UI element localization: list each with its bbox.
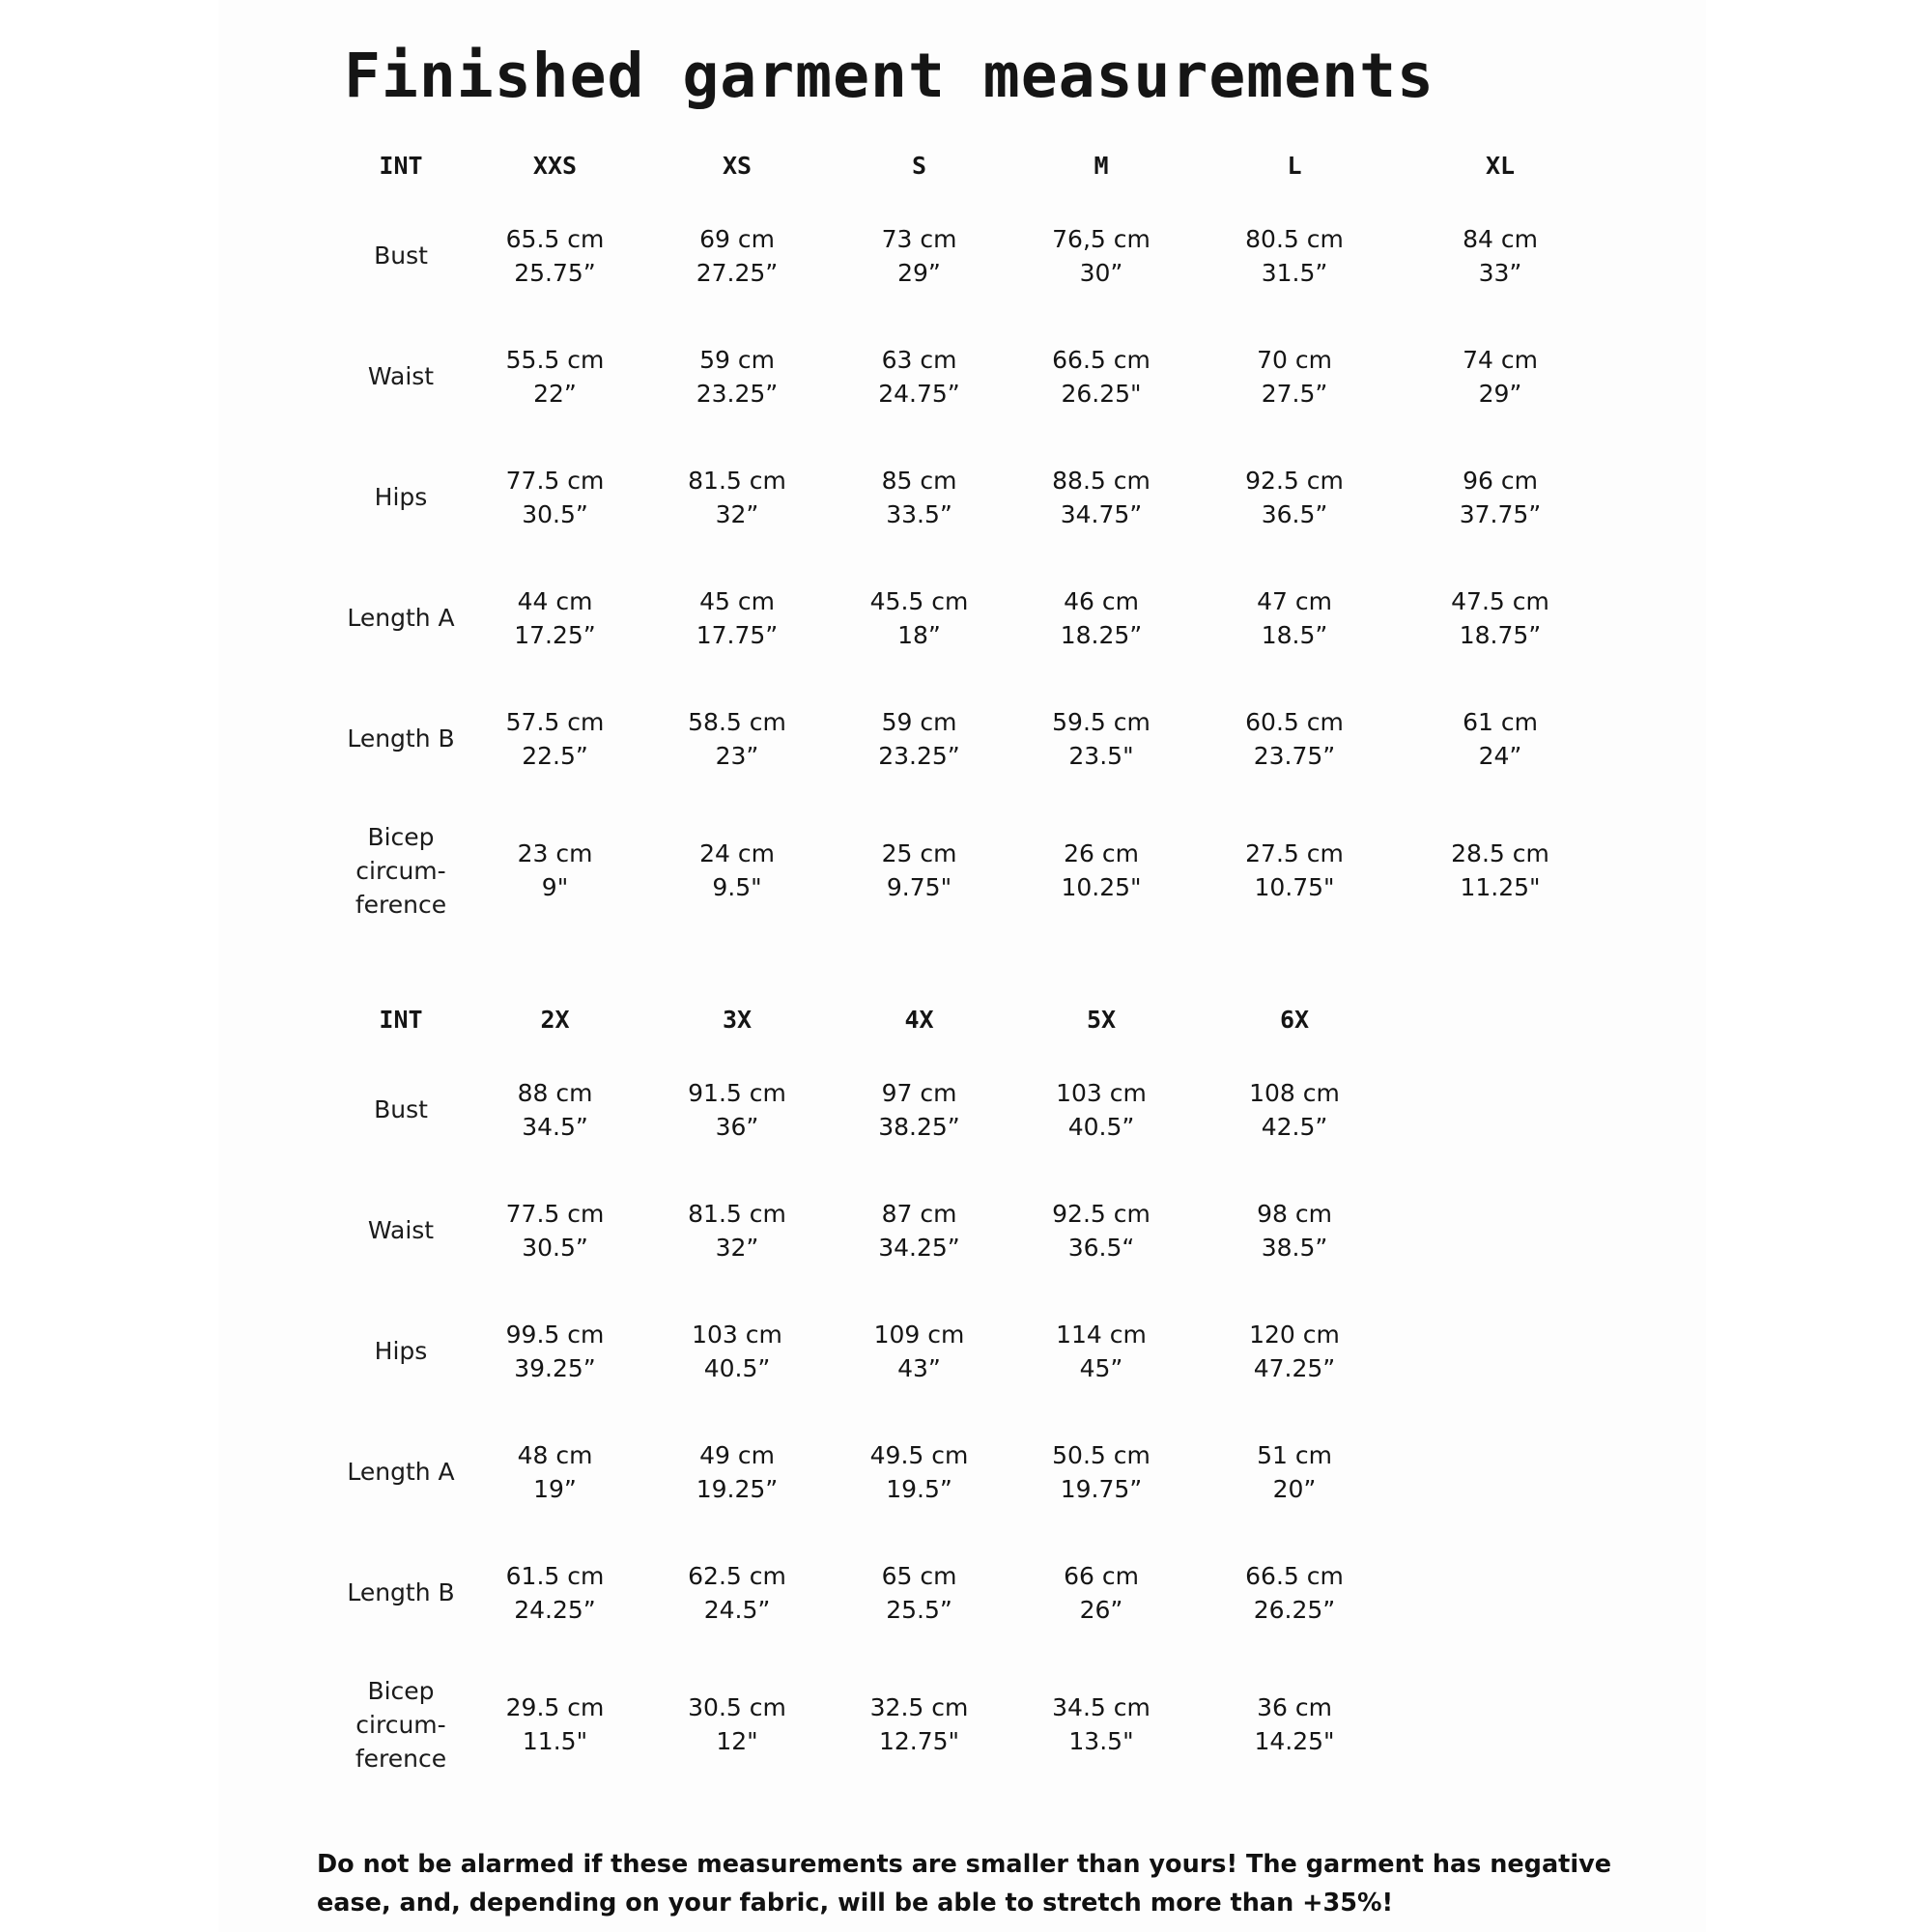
value-inches: 47.25” — [1253, 1353, 1336, 1382]
value-cm: 48 cm — [517, 1440, 593, 1469]
value-inches: 24” — [1478, 741, 1522, 770]
value-cm: 47 cm — [1257, 586, 1332, 615]
value-inches: 23” — [715, 741, 759, 770]
value-cm: 47.5 cm — [1451, 586, 1549, 615]
size-header: 2X — [540, 1005, 570, 1034]
measurement-cell — [646, 1653, 828, 1796]
page-title: Finished garment measurements — [344, 41, 1435, 111]
measurement-label-line: circum- — [355, 1710, 446, 1739]
value-cm: 45.5 cm — [869, 586, 969, 615]
measurement-cell — [464, 799, 646, 942]
value-cm: 49 cm — [699, 1440, 775, 1469]
value-inches: 26.25" — [1061, 379, 1142, 408]
value-cm: 99.5 cm — [505, 1320, 605, 1349]
value-cm: 70 cm — [1257, 345, 1332, 374]
measurement-cell — [646, 557, 828, 678]
value-cm: 88.5 cm — [1052, 466, 1151, 495]
measurement-cell — [1192, 316, 1397, 437]
value-inches: 36” — [715, 1112, 759, 1141]
measurement-cell — [464, 1532, 646, 1653]
measurement-cell — [1192, 1170, 1397, 1291]
size-header: XXS — [532, 151, 578, 180]
value-cm: 98 cm — [1257, 1199, 1332, 1228]
measurement-label-line: Bicep — [367, 822, 435, 851]
value-cm: 51 cm — [1257, 1440, 1332, 1469]
value-inches: 24.75” — [878, 379, 960, 408]
value-inches: 34.75” — [1060, 499, 1143, 528]
size-header: L — [1287, 151, 1302, 180]
value-inches: 22” — [533, 379, 577, 408]
value-cm: 59 cm — [699, 345, 775, 374]
measurement-cell — [464, 1049, 646, 1170]
size-header: 3X — [722, 1005, 753, 1034]
measurement-cell — [1192, 437, 1397, 557]
measurement-cell — [1192, 1411, 1397, 1532]
value-inches: 45” — [1079, 1353, 1123, 1382]
value-inches: 18” — [897, 620, 941, 649]
value-inches: 23.75” — [1253, 741, 1336, 770]
value-cm: 65 cm — [881, 1561, 957, 1590]
measurement-cell — [1010, 1170, 1192, 1291]
value-inches: 34.25” — [878, 1233, 960, 1262]
value-inches: 40.5” — [703, 1353, 771, 1382]
value-inches: 19.5” — [886, 1474, 952, 1503]
value-inches: 24.5” — [703, 1595, 771, 1624]
measurement-cell — [1010, 799, 1192, 942]
value-inches: 14.25" — [1254, 1727, 1335, 1755]
value-cm: 87 cm — [881, 1199, 957, 1228]
measurement-cell — [646, 1170, 828, 1291]
measurement-cell — [646, 316, 828, 437]
value-inches: 17.75” — [696, 620, 779, 649]
int-header: INT — [379, 1005, 423, 1034]
measurement-cell — [1010, 1291, 1192, 1411]
value-inches: 25.75” — [514, 258, 596, 287]
value-cm: 81.5 cm — [688, 466, 786, 495]
measurement-cell — [1397, 437, 1604, 557]
value-cm: 61 cm — [1463, 707, 1538, 736]
value-cm: 69 cm — [699, 224, 775, 253]
measurement-cell — [1397, 678, 1604, 799]
value-inches: 36.5“ — [1067, 1233, 1135, 1262]
measurement-row — [338, 195, 1604, 316]
measurement-label: Length A — [347, 604, 455, 632]
measurement-cell — [1010, 1532, 1192, 1653]
measurement-cell — [646, 1411, 828, 1532]
measurement-row — [338, 437, 1604, 557]
measurement-cell — [1192, 1291, 1397, 1411]
value-inches: 26.25” — [1253, 1595, 1336, 1624]
measurement-cell — [828, 557, 1010, 678]
measurement-cell — [464, 1291, 646, 1411]
size-header-row — [338, 989, 1604, 1049]
value-cm: 80.5 cm — [1245, 224, 1344, 253]
value-cm: 23 cm — [517, 839, 593, 867]
value-inches: 33.5” — [886, 499, 952, 528]
measurement-label: Bust — [374, 242, 428, 270]
value-inches: 30.5” — [522, 1233, 588, 1262]
measurement-row — [338, 1411, 1604, 1532]
value-inches: 32” — [715, 1233, 759, 1262]
value-inches: 25.5” — [886, 1595, 952, 1624]
value-cm: 32.5 cm — [869, 1693, 969, 1721]
value-cm: 45 cm — [699, 586, 775, 615]
value-inches: 11.5" — [522, 1727, 588, 1755]
value-inches: 11.25" — [1460, 873, 1541, 901]
size-header: M — [1094, 151, 1109, 180]
size-header: XS — [722, 151, 753, 180]
value-cm: 62.5 cm — [688, 1561, 786, 1590]
value-inches: 42.5” — [1261, 1112, 1328, 1141]
value-cm: 88 cm — [517, 1078, 593, 1107]
measurement-cell — [646, 437, 828, 557]
value-inches: 23.25” — [878, 741, 960, 770]
value-cm: 103 cm — [1056, 1078, 1147, 1107]
value-cm: 61.5 cm — [505, 1561, 605, 1590]
value-cm: 60.5 cm — [1245, 707, 1344, 736]
measurement-cell — [1010, 1653, 1192, 1796]
value-inches: 36.5” — [1261, 499, 1328, 528]
value-inches: 32” — [715, 499, 759, 528]
value-cm: 120 cm — [1249, 1320, 1340, 1349]
value-cm: 92.5 cm — [1245, 466, 1344, 495]
value-cm: 58.5 cm — [688, 707, 786, 736]
measurement-cell — [646, 678, 828, 799]
value-cm: 28.5 cm — [1451, 839, 1549, 867]
measurement-cell — [828, 316, 1010, 437]
measurement-cell — [464, 1170, 646, 1291]
measurement-label: Waist — [367, 362, 435, 390]
measurement-cell — [828, 1411, 1010, 1532]
value-inches: 24.25” — [514, 1595, 596, 1624]
measurement-label: Hips — [374, 483, 428, 511]
measurement-cell — [828, 195, 1010, 316]
value-inches: 37.75” — [1459, 499, 1542, 528]
measurement-cell — [646, 1532, 828, 1653]
value-cm: 92.5 cm — [1052, 1199, 1151, 1228]
value-inches: 31.5” — [1261, 258, 1328, 287]
measurement-cell — [828, 1653, 1010, 1796]
measurement-cell — [828, 678, 1010, 799]
value-cm: 55.5 cm — [505, 345, 605, 374]
value-inches: 33” — [1478, 258, 1522, 287]
value-cm: 66 cm — [1064, 1561, 1139, 1590]
value-inches: 10.25" — [1061, 873, 1142, 901]
value-cm: 96 cm — [1463, 466, 1538, 495]
measurement-cell — [828, 437, 1010, 557]
measurement-cell — [1010, 557, 1192, 678]
value-inches: 30.5” — [522, 499, 588, 528]
measurement-cell — [1010, 678, 1192, 799]
measurement-cell — [1397, 799, 1604, 942]
measurement-label: Length B — [347, 1578, 455, 1606]
value-cm: 25 cm — [881, 839, 957, 867]
value-inches: 10.75" — [1254, 873, 1335, 901]
measurement-label: Length B — [347, 724, 455, 753]
measurement-label: Bust — [374, 1095, 428, 1123]
value-cm: 74 cm — [1463, 345, 1538, 374]
measurement-label-line: circum- — [355, 856, 446, 885]
measurement-row — [338, 1291, 1604, 1411]
measurement-label: Waist — [367, 1216, 435, 1244]
measurement-cell — [646, 799, 828, 942]
value-cm: 36 cm — [1257, 1693, 1332, 1721]
measurement-cell — [1010, 316, 1192, 437]
value-inches: 34.5” — [522, 1112, 588, 1141]
value-inches: 18.25” — [1060, 620, 1143, 649]
measurement-cell — [1010, 437, 1192, 557]
value-inches: 19” — [533, 1474, 577, 1503]
measurement-cell — [646, 195, 828, 316]
value-cm: 84 cm — [1463, 224, 1538, 253]
size-header-row — [338, 135, 1604, 195]
value-cm: 44 cm — [517, 586, 593, 615]
measurement-row — [338, 1653, 1604, 1796]
value-cm: 63 cm — [881, 345, 957, 374]
value-inches: 19.75” — [1060, 1474, 1143, 1503]
size-table-plus — [338, 989, 1604, 1796]
value-inches: 40.5” — [1067, 1112, 1135, 1141]
value-inches: 12" — [716, 1727, 758, 1755]
value-cm: 76,5 cm — [1052, 224, 1151, 253]
value-cm: 24 cm — [699, 839, 775, 867]
value-inches: 9" — [541, 873, 569, 901]
value-cm: 46 cm — [1064, 586, 1139, 615]
measurement-cell — [828, 1049, 1010, 1170]
value-inches: 26” — [1079, 1595, 1123, 1624]
value-cm: 81.5 cm — [688, 1199, 786, 1228]
value-inches: 18.5” — [1261, 620, 1328, 649]
value-inches: 29” — [1478, 379, 1522, 408]
measurement-cell — [464, 195, 646, 316]
measurement-label-line: ference — [355, 890, 447, 919]
measurement-row — [338, 316, 1604, 437]
measurement-cell — [464, 316, 646, 437]
size-header: S — [911, 151, 927, 180]
measurement-cell — [1397, 316, 1604, 437]
value-inches: 30” — [1079, 258, 1123, 287]
negative-ease-note: Do not be alarmed if these measurements are smaller than yours! The garment has negative ease, and, depending on your fabric, will be able to stretch more than +35%! — [317, 1850, 1611, 1918]
value-cm: 77.5 cm — [505, 466, 605, 495]
measurement-label: Length A — [347, 1458, 455, 1486]
value-inches: 19.25” — [696, 1474, 779, 1503]
size-header: 4X — [904, 1005, 934, 1034]
measurement-cell — [1010, 1049, 1192, 1170]
value-cm: 108 cm — [1249, 1078, 1340, 1107]
measurement-cell — [1192, 557, 1397, 678]
measurement-cell — [464, 1653, 646, 1796]
value-cm: 26 cm — [1064, 839, 1139, 867]
value-inches: 27.25” — [696, 258, 779, 287]
value-cm: 29.5 cm — [505, 1693, 605, 1721]
value-inches: 22.5” — [522, 741, 588, 770]
value-inches: 23.25” — [696, 379, 779, 408]
value-inches: 38.5” — [1261, 1233, 1328, 1262]
measurement-label-line: Bicep — [367, 1676, 435, 1705]
value-cm: 57.5 cm — [505, 707, 605, 736]
size-header: 5X — [1086, 1005, 1117, 1034]
value-cm: 49.5 cm — [869, 1440, 969, 1469]
measurement-label — [338, 799, 464, 942]
measurement-cell — [1192, 799, 1397, 942]
value-inches: 13.5" — [1068, 1727, 1134, 1755]
value-inches: 17.25” — [514, 620, 596, 649]
value-inches: 9.75" — [886, 873, 952, 901]
value-cm: 85 cm — [881, 466, 957, 495]
measurement-cell — [464, 437, 646, 557]
value-cm: 114 cm — [1056, 1320, 1147, 1349]
value-inches: 18.75” — [1459, 620, 1542, 649]
value-cm: 27.5 cm — [1245, 839, 1344, 867]
size-header: XL — [1485, 151, 1516, 180]
value-inches: 9.5" — [712, 873, 762, 901]
measurement-label: Hips — [374, 1337, 428, 1365]
value-cm: 66.5 cm — [1245, 1561, 1344, 1590]
value-cm: 59 cm — [881, 707, 957, 736]
measurement-row — [338, 1170, 1604, 1291]
measurement-cell — [1192, 678, 1397, 799]
value-cm: 77.5 cm — [505, 1199, 605, 1228]
measurement-cell — [828, 1291, 1010, 1411]
value-inches: 23.5" — [1068, 741, 1134, 770]
value-cm: 66.5 cm — [1052, 345, 1151, 374]
measurement-cell — [828, 1532, 1010, 1653]
value-inches: 20” — [1272, 1474, 1317, 1503]
measurement-cell — [1010, 195, 1192, 316]
measurement-cell — [464, 1411, 646, 1532]
measurement-cell — [1010, 1411, 1192, 1532]
measurement-row — [338, 1049, 1604, 1170]
value-cm: 109 cm — [873, 1320, 965, 1349]
measurement-cell — [1192, 1532, 1397, 1653]
measurement-cell — [646, 1049, 828, 1170]
value-cm: 59.5 cm — [1052, 707, 1151, 736]
value-inches: 12.75" — [878, 1727, 960, 1755]
value-inches: 27.5” — [1261, 379, 1328, 408]
value-cm: 30.5 cm — [688, 1693, 786, 1721]
measurement-row — [338, 678, 1604, 799]
measurement-row — [338, 1532, 1604, 1653]
value-inches: 39.25” — [514, 1353, 596, 1382]
measurement-cell — [828, 799, 1010, 942]
value-inches: 38.25” — [878, 1112, 960, 1141]
int-header: INT — [379, 151, 423, 180]
value-cm: 65.5 cm — [505, 224, 605, 253]
measurement-row — [338, 557, 1604, 678]
measurement-cell — [828, 1170, 1010, 1291]
value-cm: 91.5 cm — [688, 1078, 786, 1107]
measurement-cell — [1192, 195, 1397, 316]
value-cm: 97 cm — [881, 1078, 957, 1107]
size-table-standard — [338, 135, 1604, 942]
measurement-label-line: ference — [355, 1744, 447, 1773]
measurement-cell — [464, 557, 646, 678]
value-inches: 29” — [897, 258, 941, 287]
measurement-label — [338, 1653, 464, 1796]
measurement-cell — [1397, 195, 1604, 316]
measurement-cell — [464, 678, 646, 799]
measurement-cell — [1192, 1049, 1397, 1170]
value-cm: 50.5 cm — [1052, 1440, 1151, 1469]
value-inches: 43” — [897, 1353, 941, 1382]
measurement-row — [338, 799, 1604, 942]
measurement-cell — [646, 1291, 828, 1411]
value-cm: 73 cm — [881, 224, 957, 253]
size-header: 6X — [1279, 1005, 1310, 1034]
value-cm: 103 cm — [692, 1320, 782, 1349]
measurement-cell — [1397, 557, 1604, 678]
value-cm: 34.5 cm — [1052, 1693, 1151, 1721]
measurement-cell — [1192, 1653, 1397, 1796]
